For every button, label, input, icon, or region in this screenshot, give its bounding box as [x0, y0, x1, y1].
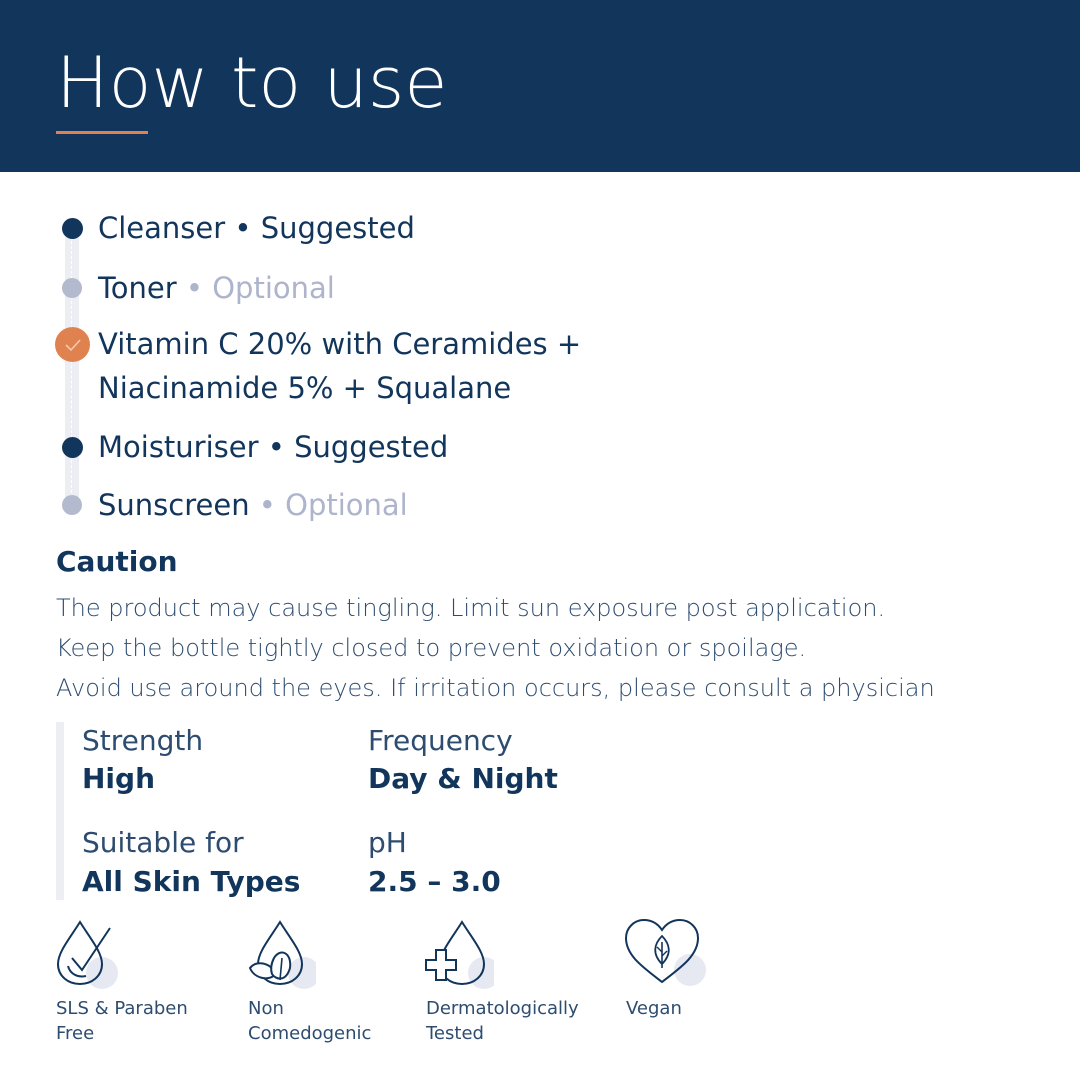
step-dot-suggested [62, 218, 83, 239]
step-name: Cleanser [98, 211, 226, 245]
step-tag: Optional [285, 488, 408, 522]
step-tag: Optional [212, 271, 335, 305]
check-icon [64, 338, 82, 352]
steps-timeline-track [65, 228, 79, 506]
step-label [98, 266, 335, 310]
badge-label [626, 996, 682, 1021]
step-dot-active [55, 327, 90, 362]
step-tag: Suggested [294, 430, 449, 464]
strength-label: Strength [82, 724, 204, 757]
step-product-line-2: Niacinamide 5% + Squalane [98, 371, 512, 405]
badge-label-line: Vegan [626, 998, 682, 1019]
title-underline [56, 131, 148, 134]
page-title: How to use [56, 42, 448, 124]
step-tag: Suggested [260, 211, 415, 245]
badge-label [56, 996, 188, 1046]
badge-label-line: Dermatologically [426, 998, 579, 1019]
badge-label-line: Comedogenic [248, 1023, 372, 1044]
step-dot-optional [62, 278, 82, 298]
ph-label: pH [368, 826, 407, 859]
drop-cross-icon [424, 918, 494, 990]
ph-value: 2.5 – 3.0 [368, 865, 501, 898]
step-dot-optional [62, 495, 82, 515]
badge-label-line: Free [56, 1023, 95, 1044]
step-product-line-1: Vitamin C 20% with Ceramides + [98, 327, 582, 361]
step-separator: • [249, 488, 286, 522]
step-label [98, 425, 448, 469]
step-dot-suggested [62, 437, 83, 458]
badge-label [248, 996, 371, 1046]
badge-label-line: Non [248, 998, 284, 1019]
caution-line: Keep the bottle tightly closed to prevent oxidation or spoilage. [56, 634, 807, 662]
drop-leaf-icon [246, 918, 316, 990]
badge-label-line: SLS & Paraben [56, 998, 188, 1019]
frequency-label: Frequency [368, 724, 513, 757]
drop-check-icon [54, 918, 124, 990]
step-separator: • [176, 271, 213, 305]
specs-accent-bar [56, 722, 64, 900]
suitable-label: Suitable for [82, 826, 244, 859]
suitable-value: All Skin Types [82, 865, 301, 898]
step-label [98, 206, 415, 250]
caution-line: Avoid use around the eyes. If irritation occurs, please consult a physician [56, 674, 935, 702]
step-label [98, 483, 408, 527]
badge-label-line: Tested [426, 1023, 484, 1044]
step-separator: • [225, 211, 261, 245]
badge-label [426, 996, 579, 1046]
caution-heading: Caution [56, 545, 178, 578]
step-name: Toner [98, 271, 177, 305]
steps-timeline-dash [71, 236, 72, 498]
step-name: Sunscreen [98, 488, 250, 522]
header-banner [0, 0, 1080, 172]
caution-line: The product may cause tingling. Limit sun exposure post application. [56, 594, 886, 622]
step-name: Moisturiser [98, 430, 259, 464]
heart-leaf-icon [624, 918, 710, 990]
strength-value: High [82, 762, 156, 795]
step-separator: • [258, 430, 295, 464]
frequency-value: Day & Night [368, 762, 558, 795]
